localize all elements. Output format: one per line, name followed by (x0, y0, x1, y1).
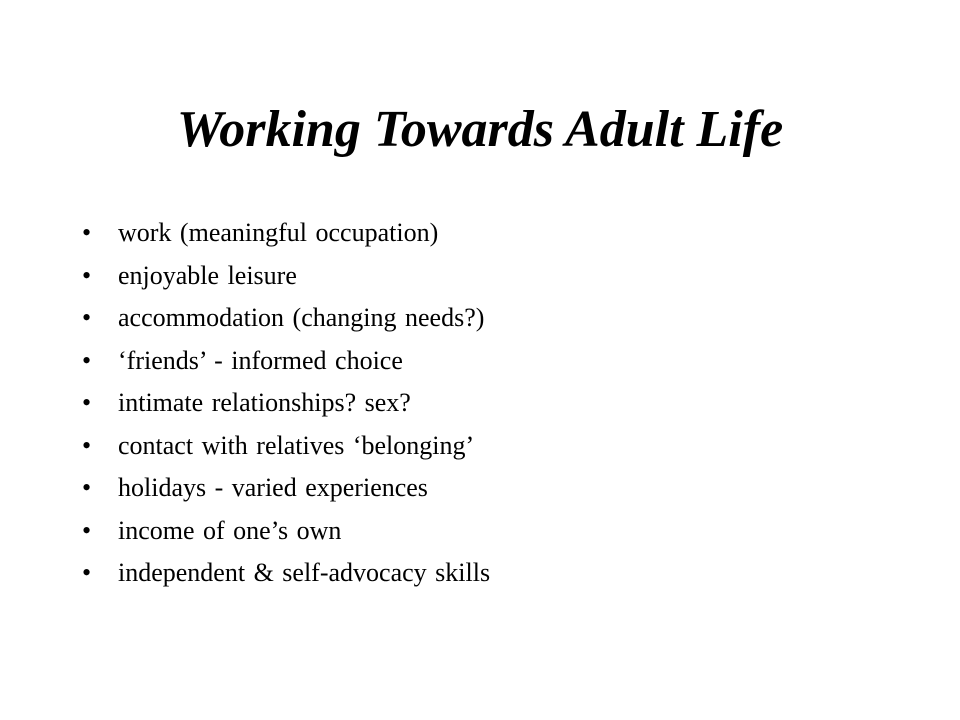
list-item (82, 467, 882, 510)
bullet-text: ‘friends’ - informed choice (118, 345, 403, 375)
bullet-icon: • (82, 515, 92, 545)
list-item (82, 255, 882, 298)
list-item (82, 212, 882, 255)
bullet-icon: • (82, 218, 92, 247)
list-item (82, 425, 882, 468)
bullet-text: independent & self-advocacy skills (118, 558, 491, 587)
bullet-icon: • (82, 473, 92, 502)
bullet-icon: • (82, 558, 92, 587)
bullet-text: work (meaningful occupation) (118, 218, 439, 247)
list-item (82, 340, 882, 383)
bullet-icon: • (82, 303, 92, 332)
list-item (82, 297, 882, 340)
list-item (82, 382, 882, 425)
bullet-text: enjoyable leisure (118, 260, 297, 290)
bullet-text: intimate relationships? sex? (118, 388, 411, 417)
bullet-text: contact with relatives ‘belonging’ (118, 430, 475, 460)
slide-title: Working Towards Adult Life (176, 101, 784, 158)
bullet-text: holidays - varied experiences (118, 473, 428, 502)
list-item (82, 552, 882, 595)
bullet-icon: • (82, 345, 92, 375)
list-item (82, 510, 882, 553)
bullet-text: income of one’s own (118, 515, 342, 545)
bullet-list (82, 212, 882, 595)
bullet-icon: • (82, 430, 92, 460)
bullet-icon: • (82, 260, 92, 290)
bullet-icon: • (82, 388, 92, 417)
bullet-text: accommodation (changing needs?) (118, 303, 485, 332)
